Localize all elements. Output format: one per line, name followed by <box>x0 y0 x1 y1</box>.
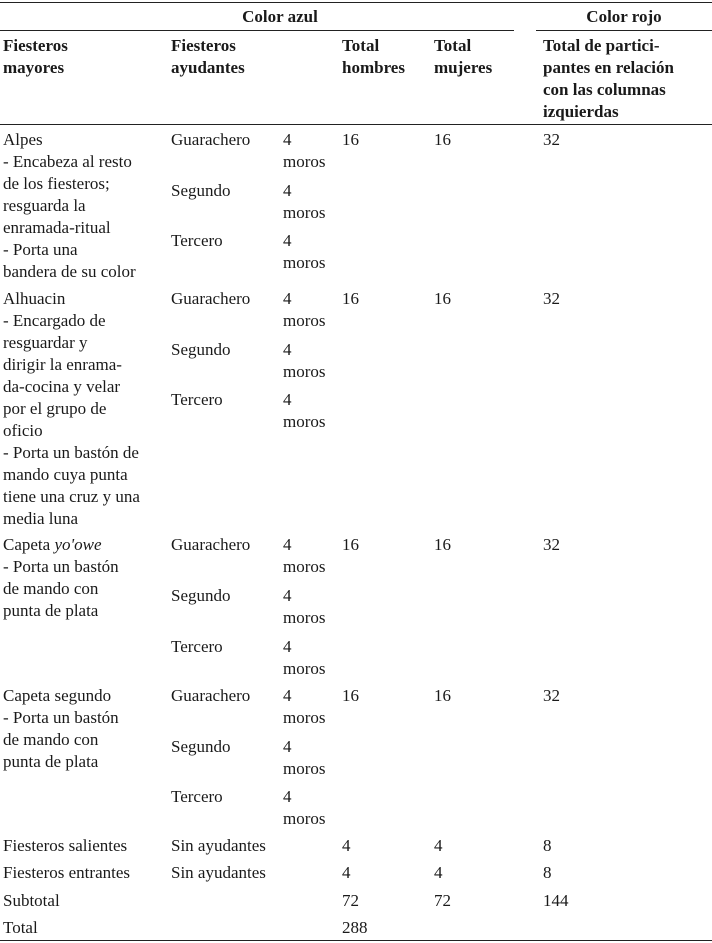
header-total-hombres: Total hombres <box>342 36 405 77</box>
helper-role: Guarachero <box>171 686 251 705</box>
total-women: 4 <box>434 836 443 855</box>
total-women: 16 <box>434 535 451 554</box>
total-participants: 32 <box>543 130 560 149</box>
helper-role: Tercero <box>171 390 223 409</box>
total-men: 4 <box>342 836 351 855</box>
helper-role: Segundo <box>171 586 231 605</box>
helper-role: Sin ayudantes <box>171 836 266 855</box>
helper-role: Segundo <box>171 181 231 200</box>
header-total-participantes: Total de partici- pantes en relación con las columnas izquierdas <box>543 36 674 121</box>
row-fiesteros-entrantes-name: Fiesteros entrantes <box>3 863 130 882</box>
red-group-rule <box>536 30 712 31</box>
total-participants: 8 <box>543 863 552 882</box>
total-women: 16 <box>434 130 451 149</box>
helper-count: 4 moros <box>283 787 326 828</box>
helper-role: Segundo <box>171 340 231 359</box>
header-fiesteros-ayudantes: Fiesteros ayudantes <box>171 36 245 77</box>
helper-count: 4 moros <box>283 586 326 627</box>
row-alpes-name: Alpes - Encabeza al resto de los fiesteros; resguarda la enramada-ritual - Porta una bandera de su color <box>3 130 136 281</box>
helper-role: Tercero <box>171 787 223 806</box>
helper-role: Segundo <box>171 737 231 756</box>
table-bottom-rule <box>0 940 712 941</box>
helper-count: 4 moros <box>283 637 326 678</box>
helper-count: 4 moros <box>283 686 326 727</box>
subtotal-men: 72 <box>342 891 359 910</box>
helper-count: 4 moros <box>283 340 326 381</box>
total-men: 16 <box>342 130 359 149</box>
helper-count: 4 moros <box>283 535 326 576</box>
row-total-name: Total <box>3 918 38 937</box>
subtotal-women: 72 <box>434 891 451 910</box>
header-bottom-rule <box>0 124 712 125</box>
helper-role: Guarachero <box>171 289 251 308</box>
total-participants: 32 <box>543 535 560 554</box>
total-men: 16 <box>342 686 359 705</box>
helper-count: 4 moros <box>283 390 326 431</box>
helper-role: Tercero <box>171 231 223 250</box>
helper-count: 4 moros <box>283 181 326 222</box>
total-women: 16 <box>434 686 451 705</box>
header-fiesteros-mayores: Fiesteros mayores <box>3 36 68 77</box>
total-men: 16 <box>342 289 359 308</box>
total-men: 16 <box>342 535 359 554</box>
total-women: 16 <box>434 289 451 308</box>
total-women: 4 <box>434 863 443 882</box>
total-participants: 32 <box>543 686 560 705</box>
header-total-mujeres: Total mujeres <box>434 36 493 77</box>
subtotal-participants: 144 <box>543 891 569 910</box>
total-participants: 32 <box>543 289 560 308</box>
row-subtotal-name: Subtotal <box>3 891 60 910</box>
helper-count: 4 moros <box>283 289 326 330</box>
helper-count: 4 moros <box>283 231 326 272</box>
helper-role: Tercero <box>171 637 223 656</box>
header-color-azul: Color azul <box>242 7 318 26</box>
total-men: 4 <box>342 863 351 882</box>
row-capeta-yoowe-name: Capeta yo'owe - Porta un bastón de mando con punta de plata <box>3 535 119 620</box>
helper-role: Guarachero <box>171 130 251 149</box>
helper-role: Guarachero <box>171 535 251 554</box>
header-color-rojo: Color rojo <box>586 7 662 26</box>
row-capeta-segundo-name: Capeta segundo - Porta un bastón de mando con punta de plata <box>3 686 119 771</box>
top-rule <box>0 2 712 3</box>
grand-total-value: 288 <box>342 918 368 937</box>
total-participants: 8 <box>543 836 552 855</box>
helper-count: 4 moros <box>283 737 326 778</box>
helper-role: Sin ayudantes <box>171 863 266 882</box>
blue-group-rule <box>0 30 514 31</box>
helper-count: 4 moros <box>283 130 326 171</box>
row-alhuacin-name: Alhuacin - Encargado de resguardar y dirigir la enrama- da-cocina y velar por el grupo de oficio - Porta un bastón de mando cuya punta tiene una cruz y una media luna <box>3 289 140 528</box>
row-fiesteros-salientes-name: Fiesteros salientes <box>3 836 128 855</box>
